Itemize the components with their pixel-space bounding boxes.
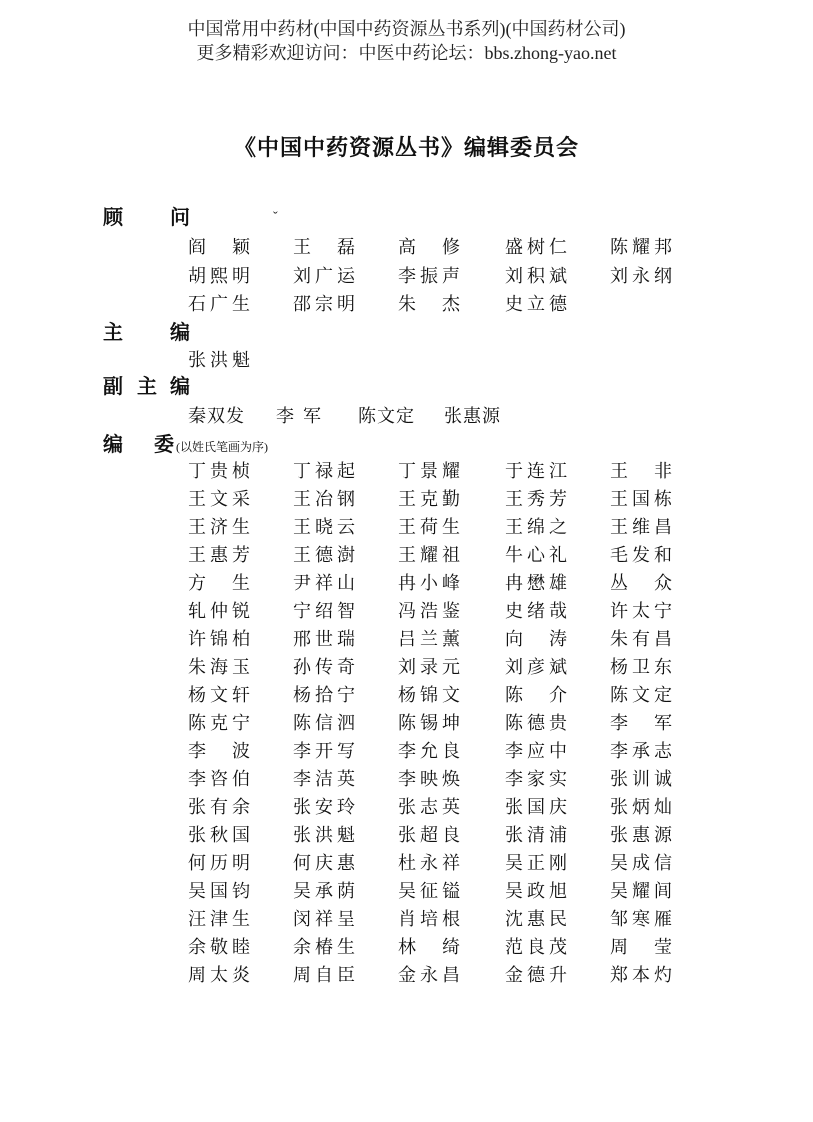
label-deputy-1: 副 — [103, 376, 123, 398]
member-name: 余敬睦 — [188, 937, 254, 957]
member-name: 史立德 — [505, 294, 571, 314]
member-name: 吴国钧 — [188, 881, 254, 901]
member-name: 于连江 — [505, 461, 571, 481]
member-name: 李振声 — [398, 266, 464, 286]
member-name: 杨卫东 — [610, 657, 676, 677]
member-name: 王荷生 — [398, 517, 464, 537]
member-name: 邢世瑞 — [293, 629, 359, 649]
member-name: 吴耀闾 — [610, 881, 676, 901]
member-name: 张超良 — [398, 825, 464, 845]
member-name: 王维昌 — [610, 517, 676, 537]
member-name: 张国庆 — [505, 797, 571, 817]
member-name: 朱海玉 — [188, 657, 254, 677]
member-name: 周自臣 — [293, 965, 359, 985]
deputy-name: 秦双发 — [188, 406, 245, 426]
member-name: 刘彦斌 — [505, 657, 571, 677]
member-name: 汪津生 — [188, 909, 254, 929]
member-name: 轧仲锐 — [188, 601, 254, 621]
member-name: 丁景耀 — [398, 461, 464, 481]
member-name: 王德澍 — [293, 545, 359, 565]
member-name: 张安玲 — [293, 797, 359, 817]
member-name: 金德升 — [505, 965, 571, 985]
member-name: 王冶钢 — [293, 489, 359, 509]
member-name: 王文采 — [188, 489, 254, 509]
member-name: 方生 — [188, 573, 276, 593]
label-committee-2: 委 — [154, 434, 174, 456]
member-name: 丛众 — [610, 573, 698, 593]
member-name: 冉小峰 — [398, 573, 464, 593]
member-name: 许锦柏 — [188, 629, 254, 649]
member-name: 向涛 — [505, 629, 593, 649]
member-name: 朱有昌 — [610, 629, 676, 649]
member-name: 李允良 — [398, 741, 464, 761]
member-name: 胡熙明 — [188, 266, 254, 286]
member-name: 王济生 — [188, 517, 254, 537]
committee-order-note: (以姓氏笔画为序) — [176, 440, 268, 454]
member-name: 李咨伯 — [188, 769, 254, 789]
member-name: 吴政旭 — [505, 881, 571, 901]
member-name: 何庆惠 — [293, 853, 359, 873]
member-name: 许太宁 — [610, 601, 676, 621]
member-name: 何历明 — [188, 853, 254, 873]
member-name: 李军 — [610, 713, 698, 733]
member-name: 陈介 — [505, 685, 593, 705]
member-name: 王磊 — [293, 237, 381, 257]
member-name: 陈锡坤 — [398, 713, 464, 733]
member-name: 吴成信 — [610, 853, 676, 873]
member-name: 邵宗明 — [293, 294, 359, 314]
member-name: 张清浦 — [505, 825, 571, 845]
member-name: 陈文定 — [610, 685, 676, 705]
member-name: 王国栋 — [610, 489, 676, 509]
member-name: 周太炎 — [188, 965, 254, 985]
label-committee-1: 编 — [103, 434, 123, 456]
member-name: 陈信泗 — [293, 713, 359, 733]
member-name: 冯浩鉴 — [398, 601, 464, 621]
member-name: 尹祥山 — [293, 573, 359, 593]
label-deputy-3: 编 — [170, 376, 190, 398]
member-name: 陈耀邦 — [610, 237, 676, 257]
member-name: 张秋国 — [188, 825, 254, 845]
member-name: 盛树仁 — [505, 237, 571, 257]
member-name: 王晓云 — [293, 517, 359, 537]
member-name: 杨文轩 — [188, 685, 254, 705]
member-name: 孙传奇 — [293, 657, 359, 677]
member-name: 阎颖 — [188, 237, 276, 257]
member-name: 王耀祖 — [398, 545, 464, 565]
member-name: 宁绍智 — [293, 601, 359, 621]
member-name: 史绪哉 — [505, 601, 571, 621]
label-advisors-2: 问 — [170, 207, 190, 229]
label-chief-2: 编 — [170, 322, 190, 344]
member-name: 杜永祥 — [398, 853, 464, 873]
member-name: 李应中 — [505, 741, 571, 761]
member-name: 张志英 — [398, 797, 464, 817]
member-name: 李波 — [188, 741, 276, 761]
member-name: 周莹 — [610, 937, 698, 957]
member-name: 林绮 — [398, 937, 486, 957]
member-name: 李家实 — [505, 769, 571, 789]
member-name: 刘录元 — [398, 657, 464, 677]
member-name: 闵祥呈 — [293, 909, 359, 929]
member-name: 张训诚 — [610, 769, 676, 789]
member-name: 王惠芳 — [188, 545, 254, 565]
deputy-name: 李军 — [276, 406, 330, 426]
member-name: 金永昌 — [398, 965, 464, 985]
member-name: 吴承荫 — [293, 881, 359, 901]
deputy-name: 陈文定 — [358, 406, 415, 426]
member-name: 王秀芳 — [505, 489, 571, 509]
member-name: 张洪魁 — [293, 825, 359, 845]
member-name: 郑本灼 — [610, 965, 676, 985]
member-name: 李开写 — [293, 741, 359, 761]
label-advisors-1: 顾 — [103, 207, 123, 229]
member-name: 吴征镒 — [398, 881, 464, 901]
member-name: 张炳灿 — [610, 797, 676, 817]
member-name: 王克勤 — [398, 489, 464, 509]
member-name: 吕兰薰 — [398, 629, 464, 649]
header-line-1: 中国常用中药材(中国中药资源丛书系列)(中国药材公司) — [187, 19, 626, 39]
member-name: 刘积斌 — [505, 266, 571, 286]
member-name: 邹寒雁 — [610, 909, 676, 929]
member-name: 吴正刚 — [505, 853, 571, 873]
member-name: 李洁英 — [293, 769, 359, 789]
member-name: 丁贵桢 — [188, 461, 254, 481]
member-name: 冉懋雄 — [505, 573, 571, 593]
member-name: 王绵之 — [505, 517, 571, 537]
member-name: 刘广运 — [293, 266, 359, 286]
member-name: 杨锦文 — [398, 685, 464, 705]
member-name: 张有余 — [188, 797, 254, 817]
member-name: 毛发和 — [610, 545, 676, 565]
member-name: 肖培根 — [398, 909, 464, 929]
label-chief-1: 主 — [103, 322, 123, 344]
member-name: 陈德贵 — [505, 713, 571, 733]
member-name: 丁禄起 — [293, 461, 359, 481]
member-name: 高修 — [398, 237, 486, 257]
member-name: 石广生 — [188, 294, 254, 314]
member-name: 李映焕 — [398, 769, 464, 789]
member-name: 杨拾宁 — [293, 685, 359, 705]
member-name: 范良茂 — [505, 937, 571, 957]
label-deputy-2: 主 — [137, 376, 157, 398]
member-name: 沈惠民 — [505, 909, 571, 929]
member-name: 朱杰 — [398, 294, 486, 314]
deputy-name: 张惠源 — [444, 406, 501, 426]
member-name: 张洪魁 — [188, 350, 254, 370]
scan-speck-icon: ˇ — [273, 210, 278, 225]
member-name: 王非 — [610, 461, 698, 481]
member-name: 牛心礼 — [505, 545, 571, 565]
header-line-2: 更多精彩欢迎访问：中医中药论坛：bbs.zhong-yao.net — [196, 43, 617, 63]
member-name: 余椿生 — [293, 937, 359, 957]
page-title: 《中国中药资源丛书》编辑委员会 — [233, 135, 579, 160]
member-name: 刘永纲 — [610, 266, 676, 286]
member-name: 张惠源 — [610, 825, 676, 845]
member-name: 陈克宁 — [188, 713, 254, 733]
member-name: 李承志 — [610, 741, 676, 761]
